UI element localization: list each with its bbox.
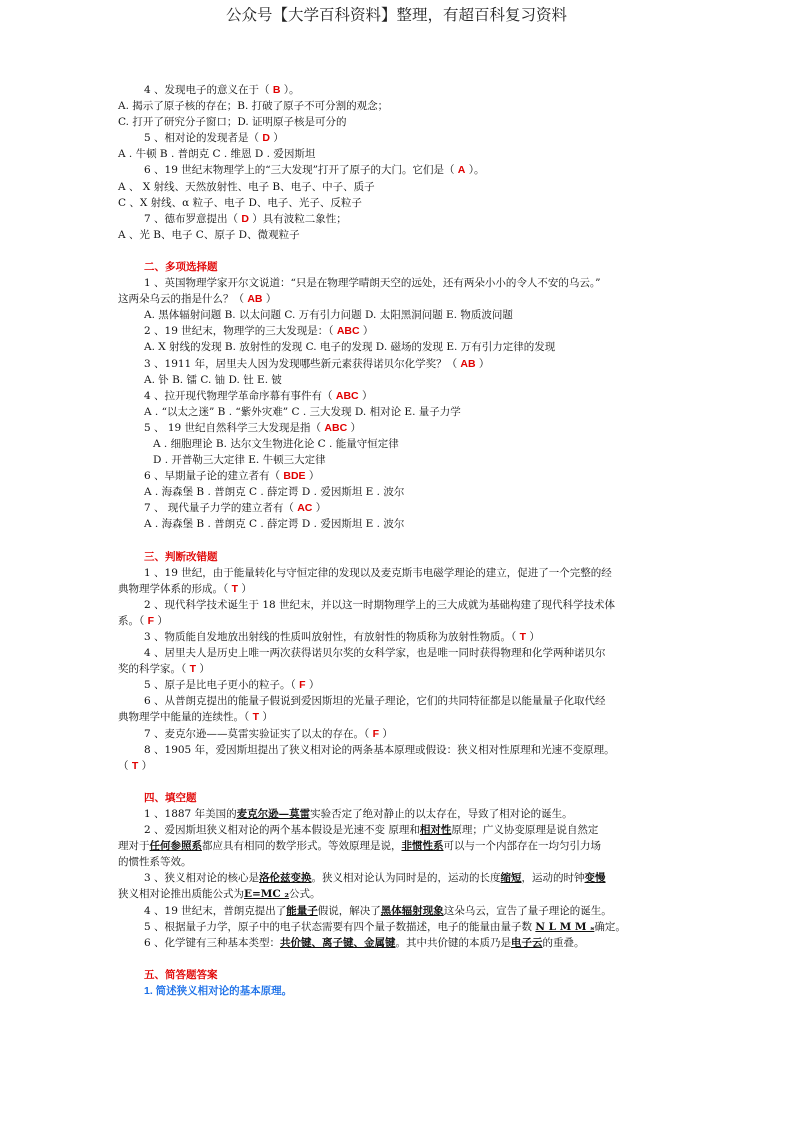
fill-question-3: 3 、狭义相对论的核心是洛伦兹变换。狭义相对论认为同时是的，运动的长度缩短，运动的时钟变慢 bbox=[144, 872, 606, 885]
fill-question-6: 6 、化学键有三种基本类型：共价键、离子键、金属键。其中共价键的本质乃是电子云的重叠。 bbox=[144, 936, 585, 949]
tf-question-3: 3 、物质能自发地放出射线的性质叫放射性，有放射性的物质称为放射性物质。（ T ） bbox=[144, 631, 540, 643]
mc-question-1-cont: 这两朵乌云的指是什么？（ AB ） bbox=[118, 293, 277, 306]
answer: B bbox=[272, 84, 281, 96]
section-title-multiple-choice: 二、多项选择题 bbox=[144, 260, 218, 273]
answer: T bbox=[189, 663, 197, 676]
document-body bbox=[118, 82, 683, 999]
mc-question-2-options: A. X 射线的发现 B. 放射性的发现 C. 电子的发现 D. 磁场的发现 E. 万有引力定律的发现 bbox=[144, 341, 556, 354]
question-4-options-2: C. 打开了研究分子窗口；D. 证明原子核是可分的 bbox=[118, 116, 347, 129]
fill-question-2-cont: 理对于任何参照系都应具有相同的数学形式。等效原理是说，非惯性系可以与一个内部存在一均匀引力场 bbox=[118, 840, 601, 853]
mc-question-7: 7 、 现代量子力学的建立者有（ AC ） bbox=[144, 502, 327, 515]
fill-question-3-cont: 狭义相对论推出质能公式为E=MC ₂公式。 bbox=[118, 888, 321, 901]
blank-answer: 共价键、离子键、金属键 bbox=[280, 936, 396, 949]
blank-answer: E=MC ₂ bbox=[244, 888, 290, 901]
answer: T bbox=[131, 759, 139, 772]
question-6: 6 、19 世纪末物理学上的“三大发现”打开了原子的大门。它们是（ A ）。 bbox=[144, 164, 485, 177]
blank-answer: 电子云 bbox=[511, 936, 543, 949]
answer: T bbox=[519, 631, 527, 643]
tf-question-6: 6 、从普朗克提出的能量子假说到爱因斯坦的光量子理论，它们的共同特征都是以能量量子化取代经 bbox=[144, 695, 606, 708]
mc-question-2: 2 、19 世纪末，物理学的三大发现是：（ ABC ） bbox=[144, 325, 374, 338]
fill-question-4: 4 、19 世纪末，普朗克提出了能量子假说，解决了黑体辐射现象这朵乌云，宣告了量子理论的诞生。 bbox=[144, 904, 612, 917]
mc-question-4: 4 、拉开现代物理学革命序幕有事件有（ ABC ） bbox=[144, 389, 373, 402]
mc-question-5-options-2: D . 开普勒三大定律 E. 牛顿三大定律 bbox=[153, 454, 326, 467]
answer: A bbox=[457, 164, 466, 177]
blank-answer: 光速不变 bbox=[343, 824, 386, 837]
fill-question-2: 2 、爱因斯坦狭义相对论的两个基本假设是光速不变 原理和相对性原理；广义协变原理是说自然定 bbox=[144, 824, 599, 837]
blank-answer: N L M M ₛ bbox=[535, 920, 595, 933]
mc-question-3-options: A. 钋 B. 镭 C. 铀 D. 钍 E. 铍 bbox=[144, 373, 282, 386]
section-title-short-answer: 五、简答题答案 bbox=[144, 968, 218, 981]
answer: F bbox=[147, 614, 155, 627]
answer: T bbox=[252, 711, 260, 724]
question-7-options: A 、光 B、电子 C、原子 D、微观粒子 bbox=[118, 228, 300, 241]
answer: F bbox=[299, 679, 306, 692]
answer: ABC bbox=[336, 325, 360, 338]
tf-question-2-cont: 系。（ F ） bbox=[118, 614, 168, 627]
question-4-options-1: A. 揭示了原子核的存在；B. 打破了原子不可分割的观念； bbox=[118, 100, 389, 113]
question-7: 7 、德布罗意提出（ D ）具有波粒二象性； bbox=[144, 212, 347, 225]
tf-question-7: 7 、麦克尔逊——莫雷实验证实了以太的存在。（ F ） bbox=[144, 727, 393, 740]
answer: BDE bbox=[283, 470, 306, 483]
answer: ABC bbox=[324, 421, 348, 434]
tf-question-1: 1 、19 世纪，由于能量转化与守恒定律的发现以及麦克斯韦电磁学理论的建立，促进了一个完整的经 bbox=[144, 566, 612, 579]
answer: F bbox=[372, 727, 380, 740]
blank-answer: 能量子 bbox=[286, 904, 318, 917]
blank-answer: 洛伦兹变换 bbox=[259, 872, 312, 885]
blank-answer: 任何参照系 bbox=[149, 840, 202, 853]
question-4: 4 、发现电子的意义在于（ B ）。 bbox=[144, 84, 300, 96]
answer: AB bbox=[460, 357, 476, 370]
question-5: 5 、相对论的发现者是（ D ） bbox=[144, 132, 284, 145]
blank-answer: 缩短 bbox=[500, 872, 522, 885]
answer: D bbox=[241, 212, 249, 225]
question-5-options: A . 牛顿 B . 普朗克 C . 维恩 D . 爱因斯坦 bbox=[118, 148, 316, 161]
mc-question-1: 1 、英国物理学家开尔文说道：“只是在物理学晴朗天空的远处，还有两朵小小的令人不安的乌云。” bbox=[144, 277, 601, 290]
tf-question-8: 8 、1905 年，爱因斯坦提出了狭义相对论的两条基本原理或假设：狭义相对性原理和光速不变原理。 bbox=[144, 743, 615, 756]
section-title-fill-blank: 四、填空题 bbox=[144, 791, 197, 804]
answer: AC bbox=[297, 502, 313, 515]
tf-question-1-cont: 典物理学体系的形成。（ T ） bbox=[118, 582, 252, 595]
question-6-options-2: C 、X 射线、α 粒子、电子 D、电子、光子、反粒子 bbox=[118, 196, 362, 209]
tf-question-4: 4 、居里夫人是历史上唯一两次获得诺贝尔奖的女科学家，也是唯一同时获得物理和化学两种诺贝尔 bbox=[144, 647, 606, 660]
tf-question-4-cont: 奖的科学家。（ T ） bbox=[118, 663, 210, 676]
fill-question-2-cont2: 的惯性系等效。 bbox=[118, 856, 192, 869]
blank-answer: 黑体辐射现象 bbox=[380, 904, 444, 917]
answer: ABC bbox=[335, 389, 359, 402]
question-6-options-1: A 、 X 射线、天然放射性、电子 B、电子、中子、质子 bbox=[118, 180, 375, 193]
tf-question-6-cont: 典物理学中能量的连续性。（ T ） bbox=[118, 711, 273, 724]
tf-question-5: 5 、原子是比电子更小的粒子。（ F ） bbox=[144, 679, 320, 692]
mc-question-1-options: A. 黑体辐射问题 B. 以太问题 C. 万有引力问题 D. 太阳黑洞问题 E. 物质波问题 bbox=[144, 309, 513, 322]
tf-question-8-cont: （ T ） bbox=[118, 759, 153, 772]
mc-question-7-options: A . 海森堡 B . 普朗克 C . 薛定谔 D . 爱因斯坦 E . 波尔 bbox=[144, 518, 405, 531]
fill-question-5: 5 、根据量子力学，原子中的电子状态需要有四个量子数描述，电子的能量由量子数 N L M M ₛ确定。 bbox=[144, 920, 626, 933]
section-title-true-false: 三、判断改错题 bbox=[144, 550, 218, 563]
tf-question-2: 2 、现代科学技术诞生于 18 世纪末，并以这一时期物理学上的三大成就为基础构建了现代科学技术体 bbox=[144, 598, 616, 611]
mc-question-5-options-1: A . 细胞理论 B. 达尔文生物进化论 C . 能量守恒定律 bbox=[153, 437, 399, 450]
mc-question-6-options: A . 海森堡 B . 普朗克 C . 薛定谔 D . 爱因斯坦 E . 波尔 bbox=[144, 486, 405, 499]
blank-answer: 非惯性系 bbox=[401, 840, 444, 853]
short-answer-question-1: 1. 简述狭义相对论的基本原理。 bbox=[144, 984, 293, 997]
answer: T bbox=[231, 582, 239, 595]
page-header: 公众号【大学百科资料】整理，有超百科复习资料 bbox=[225, 6, 567, 24]
mc-question-4-options: A . “以太之迷” B . “紫外灾难” C . 三大发现 D. 相对论 E. 量子力学 bbox=[144, 405, 461, 418]
answer: AB bbox=[247, 293, 263, 306]
mc-question-6: 6 、早期量子论的建立者有（ BDE ） bbox=[144, 470, 320, 483]
answer: D bbox=[262, 132, 270, 145]
mc-question-3: 3 、1911 年，居里夫人因为发现哪些新元素获得诺贝尔化学奖？（ AB ） bbox=[144, 357, 490, 370]
blank-answer: 麦克尔逊—莫雷 bbox=[236, 807, 311, 820]
blank-answer: 变慢 bbox=[584, 872, 606, 885]
fill-question-1: 1 、1887 年美国的麦克尔逊—莫雷实验否定了绝对静止的以太存在，导致了相对论的诞生。 bbox=[144, 807, 573, 820]
blank-answer: 相对性 bbox=[419, 824, 452, 837]
mc-question-5: 5 、 19 世纪自然科学三大发现是指（ ABC ） bbox=[144, 421, 361, 434]
